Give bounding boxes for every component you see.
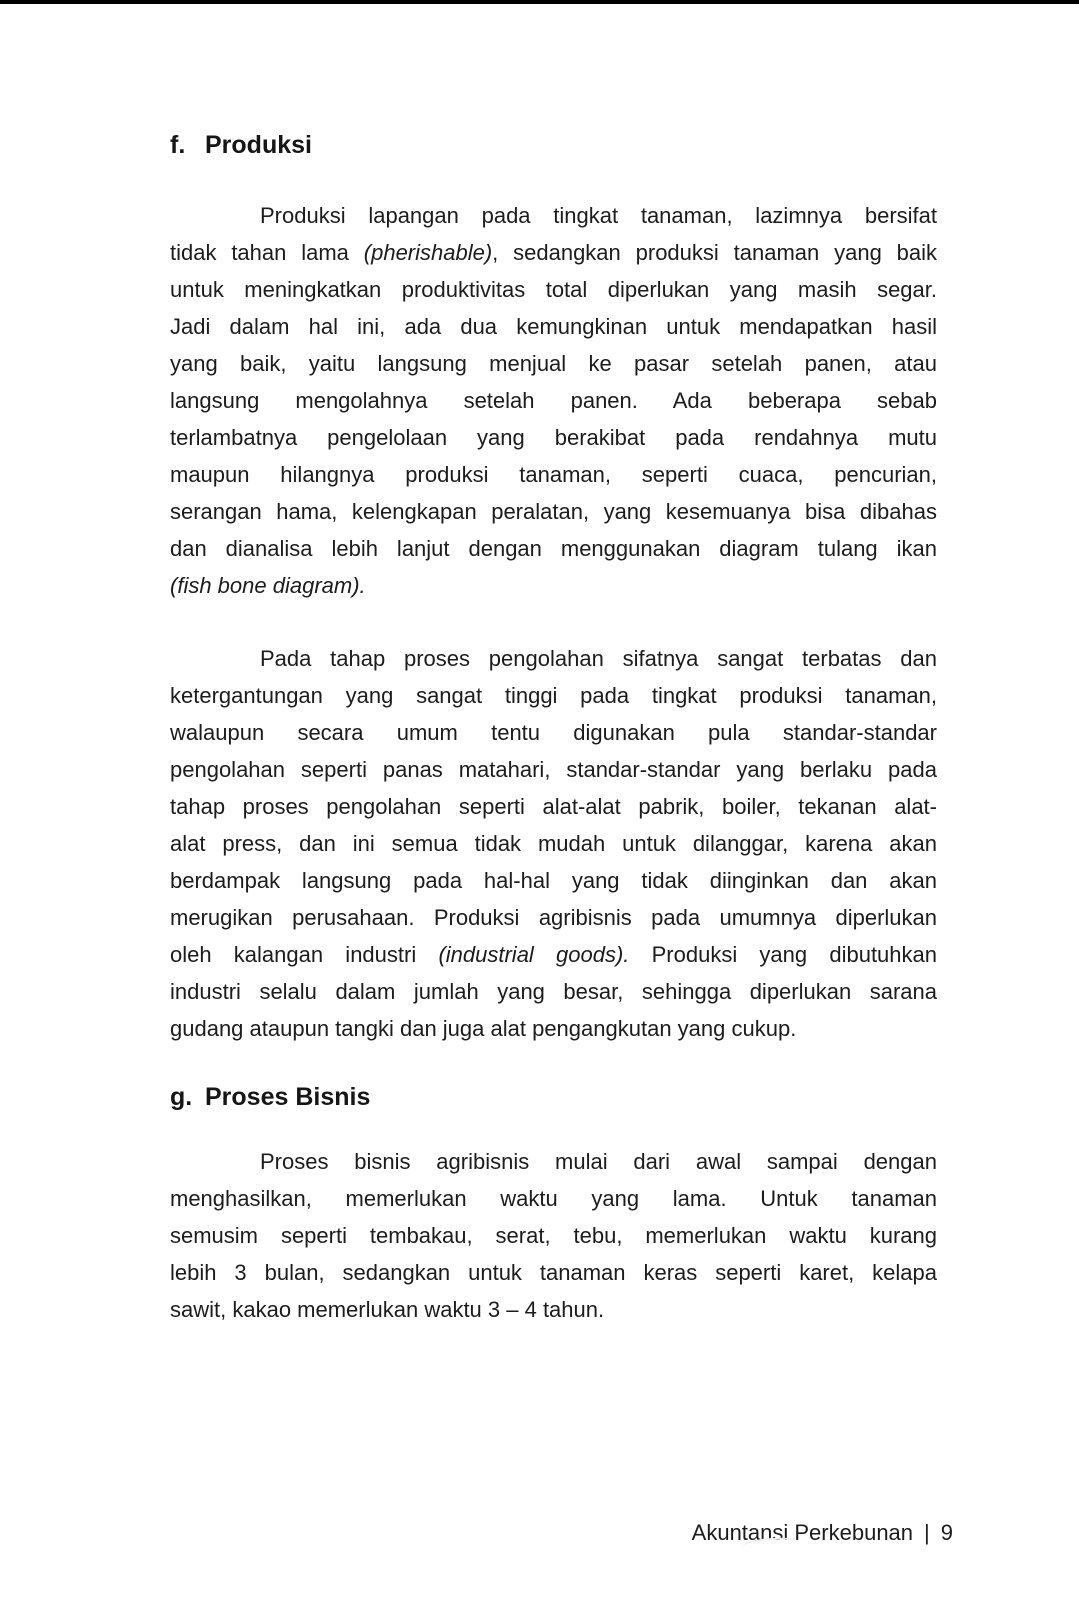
italic-term-fish-bone-diagram: (fish bone diagram).: [170, 573, 366, 598]
text-line: gudang ataupun tangki dan juga alat pengangkutan yang cukup.: [170, 1016, 797, 1041]
text-line: yang baik, yaitu langsung menjual ke pasar setelah panen, atau: [170, 351, 937, 376]
text-segment: oleh kalangan industri: [170, 942, 439, 967]
italic-term-industrial-goods: (industrial goods).: [438, 942, 630, 967]
section-title: Produksi: [205, 131, 312, 159]
page-content: [170, 0, 937, 1328]
text-line: maupun hilangnya produksi tanaman, seperti cuaca, pencurian,: [170, 462, 937, 487]
section-letter: f.: [170, 131, 186, 159]
section-heading-produksi: [170, 131, 937, 159]
paragraph-produksi-2: [170, 640, 937, 1047]
section-heading-proses-bisnis: [170, 1083, 937, 1111]
text-line: lebih 3 bulan, sedangkan untuk tanaman keras seperti karet, kelapa: [170, 1260, 937, 1285]
text-line: serangan hama, kelengkapan peralatan, yang kesemuanya bisa dibahas: [170, 499, 937, 524]
italic-term-pherishable: (pherishable): [363, 240, 493, 265]
text-line: ketergantungan yang sangat tinggi pada tingkat produksi tanaman,: [170, 683, 937, 708]
text-line: [170, 936, 937, 973]
text-line: tahap proses pengolahan seperti alat-alat pabrik, boiler, tekanan alat-: [170, 794, 937, 819]
footer-page-number: 9: [940, 1520, 953, 1545]
text-segment: , sedangkan produksi tanaman yang baik: [492, 240, 938, 265]
section-letter: g.: [170, 1083, 193, 1111]
text-line: untuk meningkatkan produktivitas total diperlukan yang masih segar.: [170, 277, 937, 302]
text-line: walaupun secara umum tentu digunakan pula standar-standar: [170, 720, 937, 745]
text-line: pengolahan seperti panas matahari, standar-standar yang berlaku pada: [170, 757, 937, 782]
text-line: alat press, dan ini semua tidak mudah untuk dilanggar, karena akan: [170, 831, 937, 856]
text-line: [170, 234, 937, 271]
text-line: semusim seperti tembakau, serat, tebu, memerlukan waktu kurang: [170, 1223, 937, 1248]
section-title: Proses Bisnis: [205, 1083, 371, 1111]
footer-separator: |: [924, 1520, 930, 1545]
text-line: Produksi lapangan pada tingkat tanaman, lazimnya bersifat: [260, 203, 937, 228]
text-line: sawit, kakao memerlukan waktu 3 – 4 tahun.: [170, 1297, 605, 1322]
text-line: terlambatnya pengelolaan yang berakibat pada rendahnya mutu: [170, 425, 937, 450]
text-line: Pada tahap proses pengolahan sifatnya sangat terbatas dan: [260, 646, 937, 671]
page-footer: [692, 1520, 953, 1546]
text-line: langsung mengolahnya setelah panen. Ada beberapa sebab: [170, 388, 937, 413]
text-line: Proses bisnis agribisnis mulai dari awal sampai dengan: [260, 1149, 937, 1174]
text-line: industri selalu dalam jumlah yang besar, sehingga diperlukan sarana: [170, 979, 937, 1004]
text-segment: Produksi yang dibutuhkan: [629, 942, 937, 967]
text-line: menghasilkan, memerlukan waktu yang lama. Untuk tanaman: [170, 1186, 937, 1211]
paragraph-proses-bisnis: [170, 1143, 937, 1328]
text-line: merugikan perusahaan. Produksi agribisnis pada umumnya diperlukan: [170, 905, 937, 930]
text-line: dan dianalisa lebih lanjut dengan menggunakan diagram tulang ikan: [170, 536, 937, 561]
text-segment: tidak tahan lama: [170, 240, 364, 265]
footer-book-title: Akuntansi Perkebunan: [691, 1520, 914, 1545]
paragraph-produksi-1: [170, 197, 937, 604]
text-line: berdampak langsung pada hal-hal yang tidak diinginkan dan akan: [170, 868, 937, 893]
text-line: Jadi dalam hal ini, ada dua kemungkinan untuk mendapatkan hasil: [170, 314, 937, 339]
